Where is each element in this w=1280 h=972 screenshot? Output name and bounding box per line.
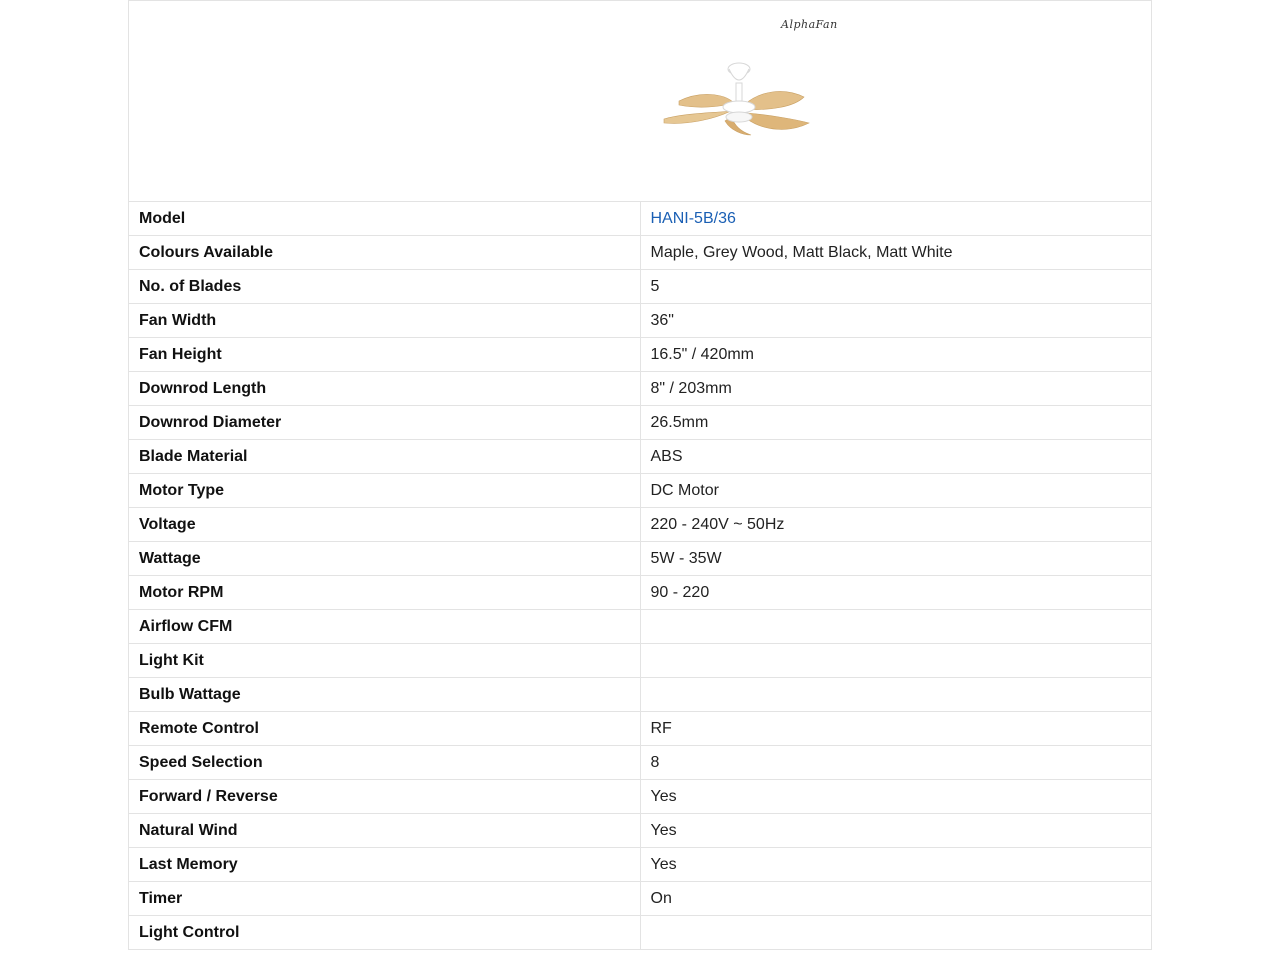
spec-row [129, 474, 1152, 508]
spec-label: Natural Wind [129, 814, 641, 848]
spec-value: Yes [640, 814, 1152, 848]
spec-value: 5 [640, 270, 1152, 304]
product-image-cell [129, 1, 1152, 202]
spec-row [129, 780, 1152, 814]
spec-row [129, 882, 1152, 916]
spec-row [129, 440, 1152, 474]
spec-label: Downrod Length [129, 372, 641, 406]
spec-row [129, 338, 1152, 372]
spec-label: Forward / Reverse [129, 780, 641, 814]
spec-value: ABS [640, 440, 1152, 474]
spec-table-container [128, 0, 1152, 950]
spec-label: Voltage [129, 508, 641, 542]
spec-row [129, 814, 1152, 848]
spec-row [129, 202, 1152, 236]
spec-value: DC Motor [640, 474, 1152, 508]
spec-row [129, 576, 1152, 610]
spec-label: Speed Selection [129, 746, 641, 780]
spec-row [129, 610, 1152, 644]
spec-row [129, 508, 1152, 542]
spec-label: Wattage [129, 542, 641, 576]
spec-label: Downrod Diameter [129, 406, 641, 440]
spec-value [640, 678, 1152, 712]
spec-row [129, 644, 1152, 678]
spec-row [129, 372, 1152, 406]
spec-row [129, 678, 1152, 712]
spec-value [640, 644, 1152, 678]
spec-label: No. of Blades [129, 270, 641, 304]
spec-label: Fan Width [129, 304, 641, 338]
product-image-row [129, 1, 1152, 202]
spec-label: Light Control [129, 916, 641, 950]
spec-row [129, 304, 1152, 338]
spec-value: 26.5mm [640, 406, 1152, 440]
spec-row [129, 746, 1152, 780]
product-hero [129, 1, 1151, 201]
spec-value: RF [640, 712, 1152, 746]
spec-label: Remote Control [129, 712, 641, 746]
spec-row [129, 270, 1152, 304]
spec-value [640, 610, 1152, 644]
spec-label: Motor RPM [129, 576, 641, 610]
brand-logo: AlphaFan [781, 18, 838, 31]
spec-value [640, 916, 1152, 950]
model-link[interactable]: HANI-5B/36 [640, 202, 1152, 236]
spec-label: Motor Type [129, 474, 641, 508]
spec-label: Colours Available [129, 236, 641, 270]
spec-label: Fan Height [129, 338, 641, 372]
spec-value: 36" [640, 304, 1152, 338]
spec-row [129, 542, 1152, 576]
spec-row [129, 848, 1152, 882]
spec-value: Maple, Grey Wood, Matt Black, Matt White [640, 236, 1152, 270]
spec-value: On [640, 882, 1152, 916]
spec-label: Model [129, 202, 641, 236]
spec-value: 5W - 35W [640, 542, 1152, 576]
spec-label: Blade Material [129, 440, 641, 474]
spec-value: 16.5" / 420mm [640, 338, 1152, 372]
spec-row [129, 406, 1152, 440]
spec-label: Last Memory [129, 848, 641, 882]
spec-value: 8 [640, 746, 1152, 780]
ceiling-fan-image [659, 61, 814, 141]
spec-label: Bulb Wattage [129, 678, 641, 712]
spec-value: 8" / 203mm [640, 372, 1152, 406]
spec-value: Yes [640, 780, 1152, 814]
spec-row [129, 712, 1152, 746]
spec-table [128, 0, 1152, 950]
spec-value: 220 - 240V ~ 50Hz [640, 508, 1152, 542]
spec-row [129, 916, 1152, 950]
spec-value: Yes [640, 848, 1152, 882]
spec-value: 90 - 220 [640, 576, 1152, 610]
spec-row [129, 236, 1152, 270]
spec-label: Timer [129, 882, 641, 916]
spec-label: Light Kit [129, 644, 641, 678]
spec-label: Airflow CFM [129, 610, 641, 644]
